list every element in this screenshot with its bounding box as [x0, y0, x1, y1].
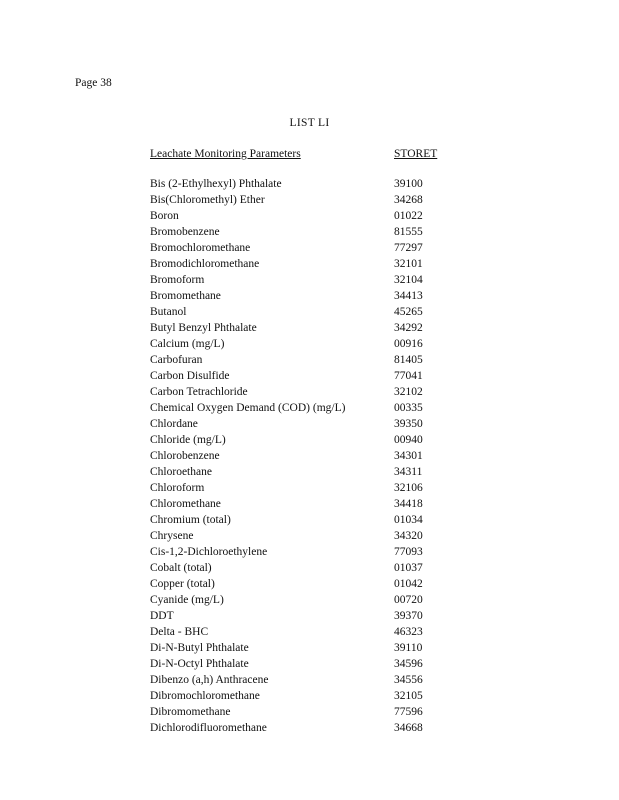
storet-code-cell: 34596	[394, 658, 423, 670]
parameter-name-cell: Bromochloromethane	[150, 242, 251, 254]
parameter-name-cell: Bis (2-Ethylhexyl) Phthalate	[150, 178, 282, 190]
parameter-name-cell: Dichlorodifluoromethane	[150, 722, 267, 734]
storet-code-cell: 34311	[394, 466, 423, 478]
parameter-name-cell: Bromomethane	[150, 290, 221, 302]
table-row	[150, 352, 454, 368]
storet-code-cell: 39110	[394, 642, 423, 654]
parameter-name-cell: Butanol	[150, 306, 187, 318]
storet-code-cell: 39370	[394, 610, 423, 622]
storet-code-cell: 00720	[394, 594, 423, 606]
table-row	[150, 624, 454, 640]
parameter-name-cell: Carbofuran	[150, 354, 203, 366]
table-row	[150, 288, 454, 304]
storet-code-cell: 32106	[394, 482, 423, 494]
parameter-name-cell: Calcium (mg/L)	[150, 338, 225, 350]
storet-code-cell: 01042	[394, 578, 423, 590]
parameter-name-cell: Butyl Benzyl Phthalate	[150, 322, 257, 334]
table-row	[150, 496, 454, 512]
storet-code-cell: 32105	[394, 690, 423, 702]
parameter-name-cell: Bromoform	[150, 274, 205, 286]
parameters-table-body	[150, 162, 454, 736]
storet-code-cell: 81405	[394, 354, 423, 366]
table-row	[150, 368, 454, 384]
parameter-name-cell: Di-N-Octyl Phthalate	[150, 658, 249, 670]
storet-code-cell: 34268	[394, 194, 423, 206]
list-title: LIST LI	[289, 117, 330, 129]
table-row	[150, 544, 454, 560]
parameter-name-cell: Carbon Tetrachloride	[150, 386, 248, 398]
table-row	[150, 400, 454, 416]
parameter-name-cell: Dibromochloromethane	[150, 690, 260, 702]
parameters-table	[150, 146, 454, 736]
parameter-name-cell: Chloride (mg/L)	[150, 434, 226, 446]
storet-code-cell: 77297	[394, 242, 423, 254]
parameter-name-cell: Copper (total)	[150, 578, 215, 590]
parameter-name-cell: Chlordane	[150, 418, 198, 430]
table-row	[150, 192, 454, 208]
parameter-name-cell: Boron	[150, 210, 179, 222]
parameter-name-cell: Chlorobenzene	[150, 450, 220, 462]
page-number: Page 38	[75, 77, 112, 89]
storet-code-cell: 34301	[394, 450, 423, 462]
parameter-name-cell: Chromium (total)	[150, 514, 231, 526]
table-row	[150, 448, 454, 464]
table-row	[150, 480, 454, 496]
storet-code-cell: 01022	[394, 210, 423, 222]
table-row	[150, 256, 454, 272]
table-row	[150, 720, 454, 736]
table-row	[150, 416, 454, 432]
parameter-name-cell: Bromobenzene	[150, 226, 220, 238]
storet-code-cell: 77093	[394, 546, 423, 558]
parameter-name-cell: Bis(Chloromethyl) Ether	[150, 194, 265, 206]
parameter-name-cell: Delta - BHC	[150, 626, 209, 638]
table-row	[150, 208, 454, 224]
table-row	[150, 592, 454, 608]
storet-code-cell: 77041	[394, 370, 423, 382]
parameter-column-header: Leachate Monitoring Parameters	[150, 148, 301, 160]
storet-code-cell: 81555	[394, 226, 423, 238]
table-row	[150, 640, 454, 656]
storet-code-cell: 00940	[394, 434, 423, 446]
storet-code-cell: 39100	[394, 178, 423, 190]
table-row	[150, 528, 454, 544]
storet-code-cell: 01037	[394, 562, 423, 574]
parameter-name-cell: Chloroethane	[150, 466, 212, 478]
storet-code-cell: 34320	[394, 530, 423, 542]
table-row	[150, 224, 454, 240]
storet-code-cell: 46323	[394, 626, 423, 638]
table-row	[150, 688, 454, 704]
table-spacer-row	[150, 162, 454, 176]
table-row	[150, 576, 454, 592]
table-row	[150, 464, 454, 480]
table-row	[150, 336, 454, 352]
parameter-name-cell: Di-N-Butyl Phthalate	[150, 642, 249, 654]
storet-code-cell: 34413	[394, 290, 423, 302]
storet-code-cell: 34556	[394, 674, 423, 686]
table-row	[150, 672, 454, 688]
storet-code-cell: 00335	[394, 402, 423, 414]
storet-code-cell: 32102	[394, 386, 423, 398]
storet-code-cell: 01034	[394, 514, 423, 526]
storet-column-header: STORET	[394, 148, 438, 160]
parameter-name-cell: DDT	[150, 610, 174, 622]
parameter-name-cell: Chrysene	[150, 530, 194, 542]
table-row	[150, 320, 454, 336]
table-header-row	[150, 146, 454, 162]
storet-code-cell: 34418	[394, 498, 423, 510]
parameter-name-cell: Carbon Disulfide	[150, 370, 230, 382]
storet-code-cell: 00916	[394, 338, 423, 350]
table-row	[150, 656, 454, 672]
parameter-name-cell: Chemical Oxygen Demand (COD) (mg/L)	[150, 402, 346, 414]
storet-code-cell: 34292	[394, 322, 423, 334]
parameter-name-cell: Dibenzo (a,h) Anthracene	[150, 674, 269, 686]
table-row	[150, 432, 454, 448]
storet-code-cell: 32104	[394, 274, 423, 286]
storet-code-cell: 32101	[394, 258, 423, 270]
table-row	[150, 272, 454, 288]
table-row	[150, 704, 454, 720]
table-row	[150, 304, 454, 320]
storet-code-cell: 34668	[394, 722, 423, 734]
table-row	[150, 176, 454, 192]
parameter-name-cell: Chloromethane	[150, 498, 221, 510]
table-row	[150, 608, 454, 624]
table-row	[150, 512, 454, 528]
parameter-name-cell: Bromodichloromethane	[150, 258, 260, 270]
parameter-name-cell: Dibromomethane	[150, 706, 231, 718]
parameter-name-cell: Cyanide (mg/L)	[150, 594, 224, 606]
storet-code-cell: 39350	[394, 418, 423, 430]
storet-code-cell: 45265	[394, 306, 423, 318]
parameter-name-cell: Chloroform	[150, 482, 205, 494]
parameter-name-cell: Cis-1,2-Dichloroethylene	[150, 546, 268, 558]
parameter-name-cell: Cobalt (total)	[150, 562, 212, 574]
table-row	[150, 240, 454, 256]
table-row	[150, 384, 454, 400]
storet-code-cell: 77596	[394, 706, 423, 718]
table-row	[150, 560, 454, 576]
